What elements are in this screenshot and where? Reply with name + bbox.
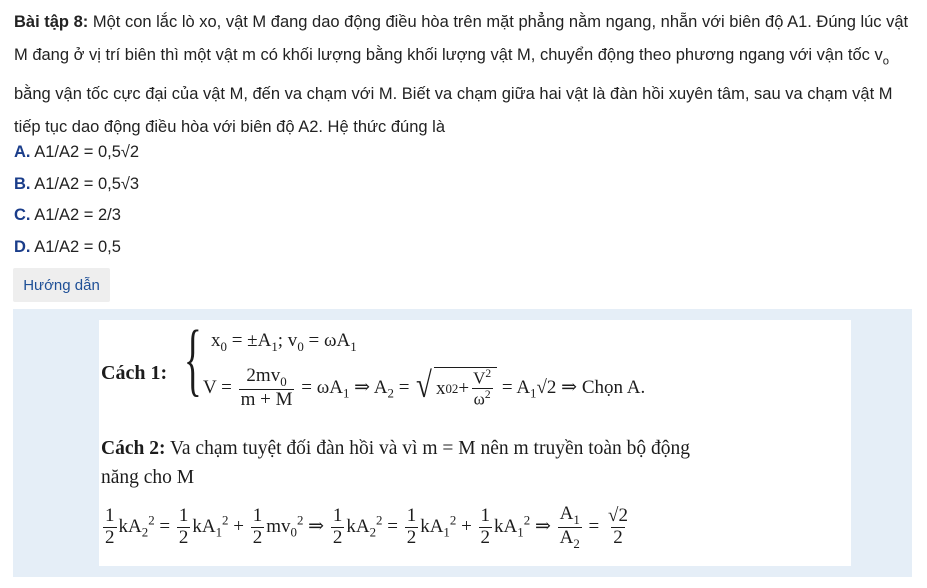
solution-image	[99, 313, 851, 566]
option-text: A1/A2 = 0,5√2	[34, 143, 140, 161]
option-d[interactable]	[14, 232, 139, 264]
option-text: A1/A2 = 0,5	[34, 237, 121, 256]
option-letter: A.	[14, 143, 31, 161]
cach2-equation: $\frac{1}{2}$ $kA_2^2$ = $\frac{1}{2}$ $kA_1^2$ + $\frac{1}{2}$ $mv_0^2$ ⇒ $\frac{1}{2}$ $kA_2^2$ = $\frac{1}{2}$ $kA_1^2$ + $\frac{1}{2}$ $kA_1^2$ ⇒ $\frac{A_1}{A_2}$ = $\frac{√2}{2}$	[105, 503, 628, 551]
cach1-conclusion: Chọn A.	[581, 376, 646, 398]
system-brace: {	[184, 313, 202, 404]
hint-button[interactable]: Hướng dẫn	[13, 268, 110, 302]
problem-label: Bài tập 8:	[14, 13, 89, 31]
option-letter: C.	[14, 206, 31, 224]
problem-text-part2: bằng vận tốc cực đại của vật M, đến va chạm với M. Biết va chạm giữa hai vật là đàn hồi xuyên tâm, sau va chạm vật M tiếp tục dao động điều hòa với biên độ A2. Hệ thức đúng là	[14, 85, 893, 137]
solution-panel	[13, 309, 912, 577]
option-text: A1/A2 = 0,5√3	[34, 174, 140, 193]
cach1-equation-1: $x_0 = \pm A_1$; $v_0 = \omega A_1$	[211, 330, 357, 354]
option-a[interactable]	[14, 137, 139, 169]
problem-statement	[14, 6, 914, 144]
option-letter: D.	[14, 237, 31, 256]
cach2-text	[101, 434, 690, 492]
v-subscript: o	[882, 55, 889, 68]
option-text: A1/A2 = 2/3	[34, 206, 121, 224]
option-b[interactable]	[14, 169, 139, 201]
option-c[interactable]	[14, 200, 139, 232]
option-letter: B.	[14, 174, 31, 193]
cach2-label: Cách 2:	[101, 438, 166, 459]
cach2-text-line2: năng cho M	[101, 467, 195, 488]
cach2-text-line1: Va chạm tuyệt đối đàn hồi và vì m = M nên m truyền toàn bộ động	[165, 438, 691, 459]
cach1-equation-2: V = $\frac{2mv_0}{m + M}$ = $\omega A_1$ ⇒ $A_2$ = √ x 0 2 + $\frac{V^2}{\omega^2}$ = $A_1√2$ ⇒ Chọn A.	[203, 365, 646, 410]
answer-options	[14, 137, 139, 263]
cach1-label: Cách 1:	[101, 362, 168, 384]
problem-text-part1: Một con lắc lò xo, vật M đang dao động điều hòa trên mặt phẳng nằm ngang, nhẵn với biên độ A1. Đúng lúc vật M đang ở vị trí biên thì một vật m có khối lượng bằng khối lượng vật M, chuyển động theo phương ngang với vận tốc v	[14, 13, 909, 64]
